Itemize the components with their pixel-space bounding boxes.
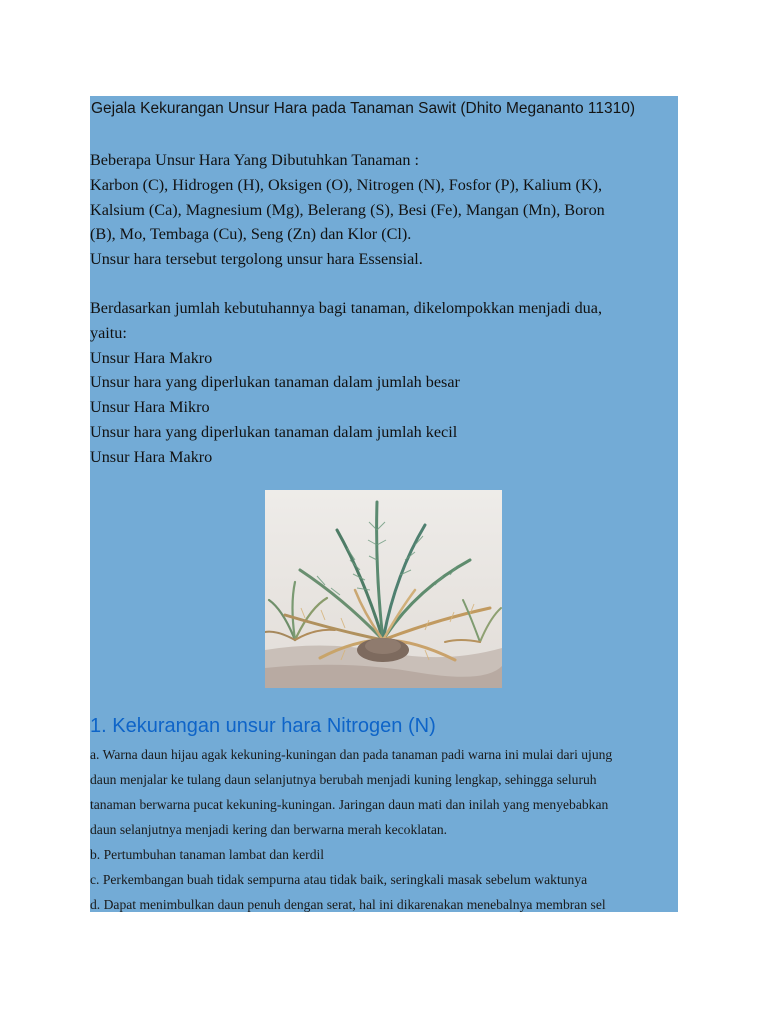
intro-line: (B), Mo, Tembaga (Cu), Seng (Zn) dan Klor (Cl). <box>90 225 412 244</box>
groups-line: Unsur hara yang diperlukan tanaman dalam jumlah kecil <box>90 422 458 441</box>
symptom-line: a. Warna daun hijau agak kekuning-kuningan dan pada tanaman padi warna ini mulai dari ujung <box>90 747 613 762</box>
groups-line: Unsur Hara Mikro <box>90 398 210 417</box>
intro-line: Beberapa Unsur Hara Yang Dibutuhkan Tanaman : <box>90 151 419 169</box>
intro-paragraph <box>90 148 678 272</box>
section-heading-nitrogen: 1. Kekurangan unsur hara Nitrogen (N) <box>90 715 436 737</box>
intro-line: Kalsium (Ca), Magnesium (Mg), Belerang (S), Besi (Fe), Mangan (Mn), Boron <box>90 200 605 219</box>
groups-line: yaitu: <box>90 323 127 342</box>
groups-line: Unsur hara yang diperlukan tanaman dalam jumlah besar <box>90 373 460 392</box>
nitrogen-symptoms <box>90 742 678 912</box>
symptom-line: tanaman berwarna pucat kekuning-kuningan. Jaringan daun mati dan inilah yang menyebabkan <box>90 797 609 812</box>
symptom-line: daun menjalar ke tulang daun selanjutnya berubah menjadi kuning lengkap, sehingga seluruh <box>90 772 597 787</box>
groups-line: Unsur Hara Makro <box>90 348 213 367</box>
groups-line: Unsur Hara Makro <box>90 447 213 466</box>
intro-line: Karbon (C), Hidrogen (H), Oksigen (O), Nitrogen (N), Fosfor (P), Kalium (K), <box>90 175 603 194</box>
content-panel <box>90 96 678 912</box>
symptom-line: b. Pertumbuhan tanaman lambat dan kerdil <box>90 847 325 862</box>
symptom-line: c. Perkembangan buah tidak sempurna atau tidak baik, seringkali masak sebelum waktunya <box>90 872 588 887</box>
document-title: Gejala Kekurangan Unsur Hara pada Tanaman Sawit (Dhito Megananto 11310) <box>91 100 635 117</box>
groups-paragraph <box>90 296 678 470</box>
groups-line: Berdasarkan jumlah kebutuhannya bagi tanaman, dikelompokkan menjadi dua, <box>90 299 603 317</box>
oil-palm-photo <box>265 490 502 688</box>
intro-line: Unsur hara tersebut tergolong unsur hara Essensial. <box>90 250 423 269</box>
symptom-line: daun selanjutnya menjadi kering dan berwarna merah kecoklatan. <box>90 822 448 837</box>
oil-palm-illustration <box>265 490 502 688</box>
symptom-line: d. Dapat menimbulkan daun penuh dengan serat, hal ini dikarenakan menebalnya membran sel <box>90 897 606 912</box>
